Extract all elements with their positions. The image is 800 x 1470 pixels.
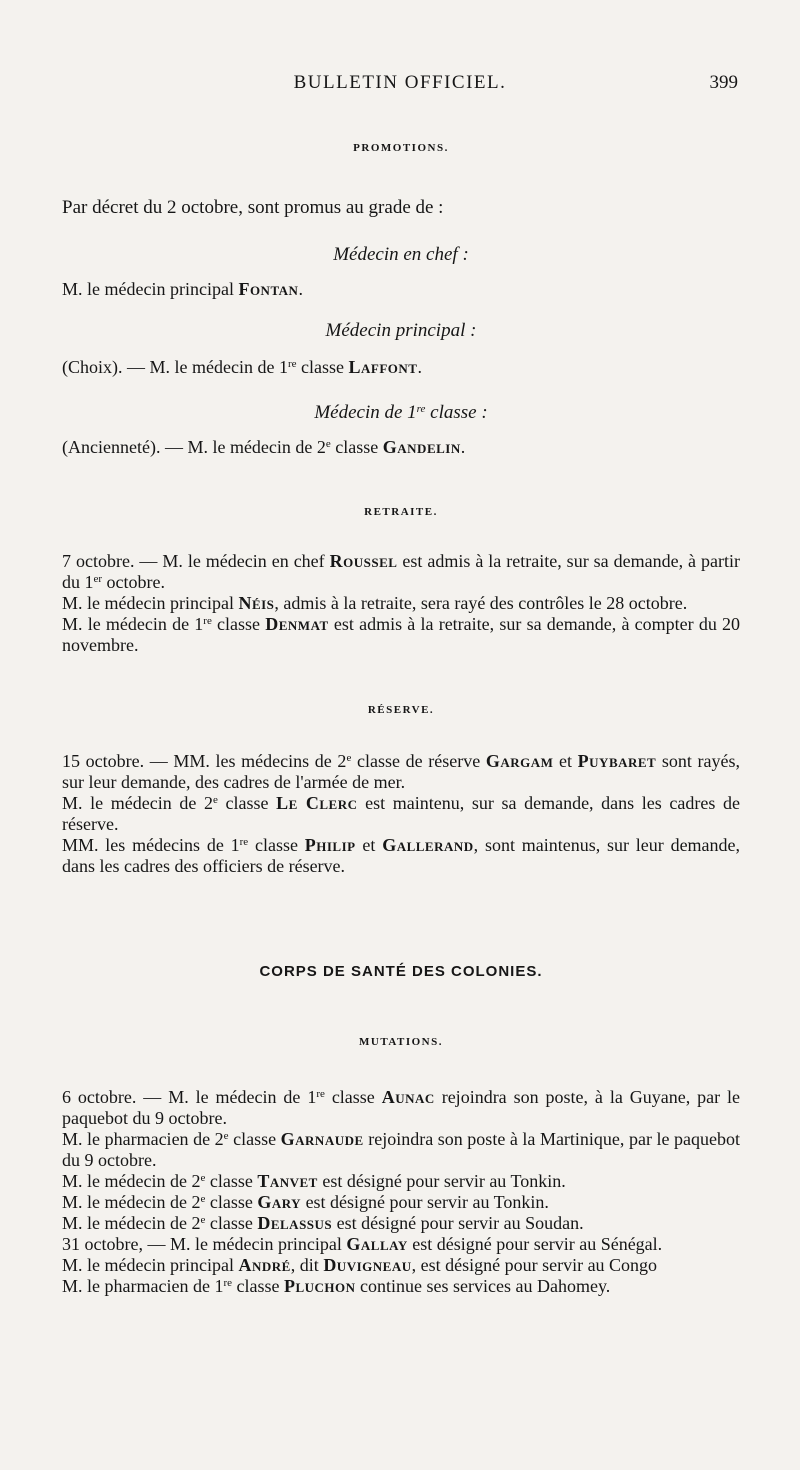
promotion-line-2: (Choix). — M. le médecin de 1re classe Laffont. [62,357,422,377]
retraite-paragraph-2: M. le médecin principal Néis, admis à la retraite, sera rayé des contrôles le 28 octobre. [62,593,688,613]
reserve-paragraph-3: MM. les médecins de 1re classe Philip et Gallerand, sont maintenus, sur leur demande, dans les cadres des officiers de réserve. [62,835,741,876]
retraite-paragraph-3: M. le médecin de 1re classe Denmat est admis à la retraite, sur sa demande, à compter du 20 novembre. [62,614,741,655]
person-name: Laffont [348,357,418,377]
grade-medecin-principal: Médecin principal : [325,320,477,341]
promotions-heading: PROMOTIONS. [353,142,449,154]
person-name: Gandelin [382,437,461,457]
reserve-paragraph-1: 15 octobre. — MM. les médecins de 2e classe de réserve Gargam et Puybaret sont rayés, sur leur demande, des cadres de l'armée de mer. [62,751,740,792]
promotion-line-1: M. le médecin principal Fontan. [62,279,303,299]
mutation-1: 6 octobre. — M. le médecin de 1re classe Aunac rejoindra son poste, à la Guyane, par le paquebot du 9 octobre. [62,1087,741,1128]
promotion-line-3: (Ancienneté). — M. le médecin de 2e classe Gandelin. [62,437,466,457]
mutation-3: M. le médecin de 2e classe Tanvet est désigné pour servir au Tonkin. [62,1171,566,1191]
reserve-paragraph-2: M. le médecin de 2e classe Le Clerc est maintenu, sur sa demande, dans les cadres de réserve. [62,793,740,834]
retraite-paragraph-1: 7 octobre. — M. le médecin en chef Roussel est admis à la retraite, sur sa demande, à partir du 1er octobre. [62,551,740,592]
promotions-intro: Par décret du 2 octobre, sont promus au grade de : [62,197,444,218]
page-number: 399 [709,72,738,93]
retraite-heading: RETRAITE. [364,506,438,518]
mutation-7: M. le médecin principal André, dit Duvigneau, est désigné pour servir au Congo [62,1255,658,1275]
mutation-5: M. le médecin de 2e classe Delassus est désigné pour servir au Soudan. [62,1213,584,1233]
mutation-4: M. le médecin de 2e classe Gary est désigné pour servir au Tonkin. [62,1192,549,1212]
mutation-8: M. le pharmacien de 1re classe Pluchon continue ses services au Dahomey. [62,1276,611,1296]
page-content [62,138,740,1297]
grade-medecin-en-chef: Médecin en chef : [333,244,469,265]
person-name: Fontan [238,279,299,299]
mutations-heading: MUTATIONS. [359,1036,443,1048]
mutation-6: 31 octobre, — M. le médecin principal Gallay est désigné pour servir au Sénégal. [62,1234,663,1254]
reserve-heading: RÉSERVE. [367,704,435,716]
running-header [60,72,740,102]
running-title: BULLETIN OFFICIEL. [293,72,507,93]
grade-medecin-1re-classe: Médecin de 1re classe : [314,402,488,423]
colonies-heading: CORPS DE SANTÉ DES COLONIES. [259,963,543,980]
mutation-2: M. le pharmacien de 2e classe Garnaude rejoindra son poste à la Martinique, par le paquebot du 9 octobre. [62,1129,741,1170]
